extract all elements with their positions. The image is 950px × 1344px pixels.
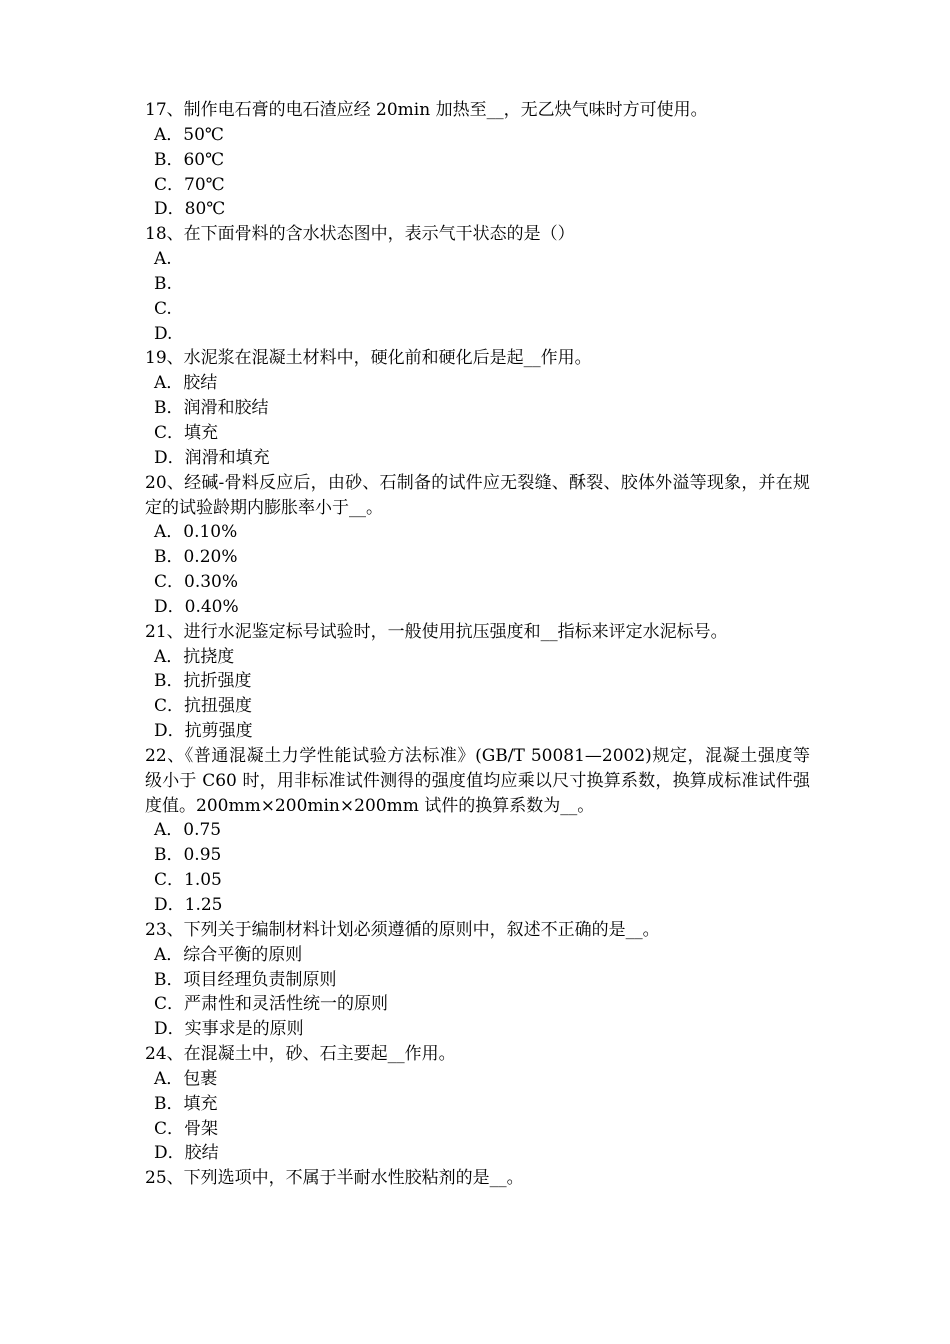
question-20-option-d: D．0.40% (154, 596, 239, 617)
question-21-option-d: D．抗剪强度 (154, 721, 253, 742)
question-24-option-a: A．包裹 (154, 1068, 218, 1089)
question-20-option-b: B．0.20% (154, 547, 238, 568)
question-25: 25、下列选项中，不属于半耐水性胶粘剂的是__。 (145, 1168, 524, 1189)
question-19-option-c: C．填充 (154, 422, 219, 443)
question-20-option-c: C．0.30% (154, 572, 239, 593)
question-23: 23、下列关于编制材料计划必须遵循的原则中，叙述不正确的是__。 (145, 919, 660, 940)
question-24-option-b: B．填充 (154, 1093, 218, 1114)
question-17-option-c: C．70℃ (154, 174, 225, 195)
question-17: 17、制作电石膏的电石渣应经 20min 加热至__，无乙炔气味时方可使用。 (145, 100, 708, 120)
question-19: 19、水泥浆在混凝土材料中，硬化前和硬化后是起__作用。 (145, 348, 592, 369)
exam-page (145, 98, 810, 1191)
question-23-option-b: B．项目经理负责制原则 (154, 969, 337, 990)
question-23-option-d: D．实事求是的原则 (154, 1019, 304, 1040)
question-18-option-b: B. (154, 273, 172, 294)
question-21-option-c: C．抗扭强度 (154, 696, 253, 717)
question-22-option-a: A．0.75 (154, 820, 222, 841)
question-21: 21、进行水泥鉴定标号试验时，一般使用抗压强度和__指标来评定水泥标号。 (145, 621, 728, 642)
question-19-option-d: D．润滑和填充 (154, 447, 270, 468)
question-20: 20、经碱-骨料反应后，由砂、石制备的试件应无裂缝、酥裂、胶体外溢等现象，并在规定的试验龄期内膨胀率小于__。 (145, 472, 810, 518)
question-22: 22、《普通混凝土力学性能试验方法标准》(GB/T 50081—2002)规定，混凝土强度等级小于 C60 时，用非标准试件测得的强度值均应乘以尺寸换算系数，换算成标准试件强度值。200mm×200min×200mm 试件的换算系数为__。 (145, 745, 810, 816)
question-19-option-a: A．胶结 (154, 373, 218, 394)
question-18-option-d: D. (154, 323, 173, 344)
question-24-option-c: C．骨架 (154, 1118, 219, 1139)
question-19-option-b: B．润滑和胶结 (154, 398, 269, 419)
question-20-option-a: A．0.10% (154, 522, 238, 543)
question-22-option-b: B．0.95 (154, 845, 222, 866)
question-23-option-a: A．综合平衡的原则 (154, 944, 303, 965)
question-18-option-c: C. (154, 298, 172, 319)
question-18-option-a: A. (154, 249, 172, 270)
question-24-option-d: D．胶结 (154, 1143, 219, 1164)
question-21-option-b: B．抗折强度 (154, 671, 252, 692)
question-23-option-c: C．严肃性和灵活性统一的原则 (154, 994, 389, 1015)
question-17-option-d: D．80℃ (154, 199, 226, 220)
question-17-option-b: B．60℃ (154, 149, 225, 170)
question-24: 24、在混凝土中，砂、石主要起__作用。 (145, 1044, 456, 1065)
question-21-option-a: A．抗挠度 (154, 646, 235, 667)
question-17-option-a: A．50℃ (154, 124, 224, 145)
question-22-option-c: C．1.05 (154, 870, 222, 891)
question-18: 18、在下面骨料的含水状态图中，表示气干状态的是（） (145, 224, 575, 245)
question-22-option-d: D．1.25 (154, 895, 223, 915)
